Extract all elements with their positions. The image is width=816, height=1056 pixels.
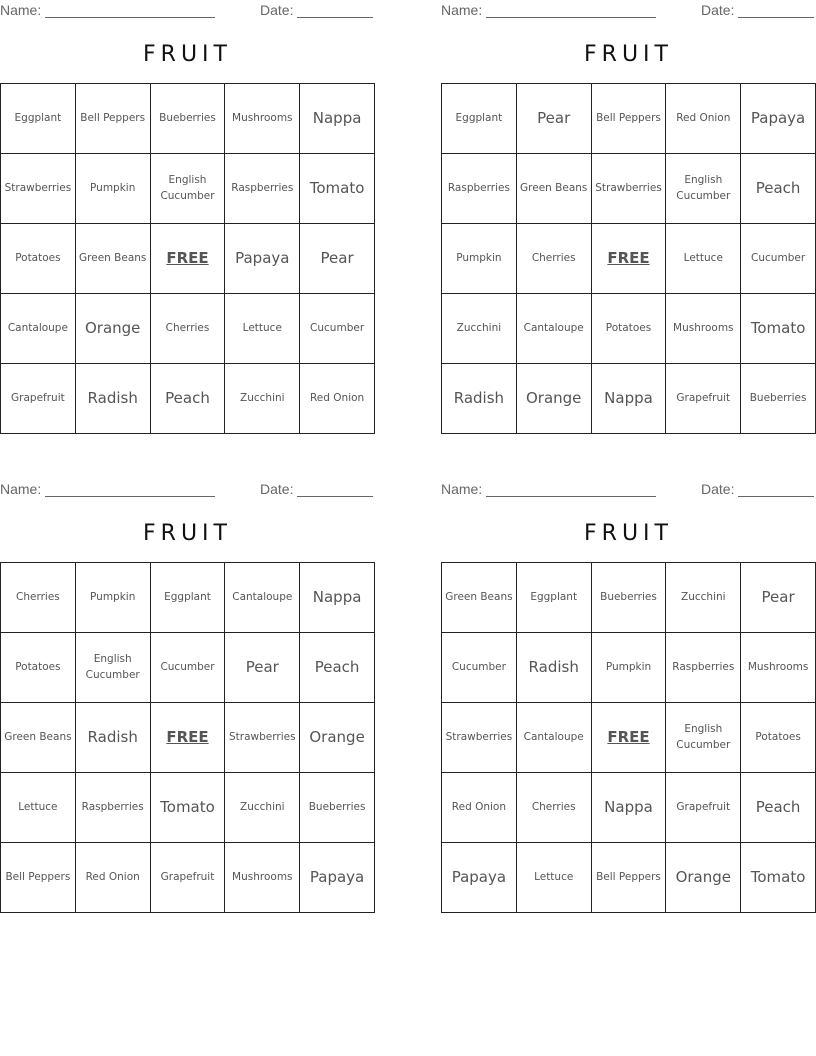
bingo-cell[interactable]: Papaya <box>300 843 375 913</box>
bingo-cell[interactable]: Nappa <box>300 563 375 633</box>
date-line <box>297 3 373 18</box>
bingo-cell[interactable]: Pear <box>741 563 816 633</box>
date-line <box>738 482 814 497</box>
bingo-cell[interactable]: Lettuce <box>225 294 300 364</box>
date-line <box>738 3 814 18</box>
bingo-cell[interactable]: Zucchini <box>442 294 517 364</box>
free-space[interactable]: FREE <box>151 703 226 773</box>
bingo-grid <box>441 83 816 434</box>
bingo-cell[interactable]: Green Beans <box>1 703 76 773</box>
name-label: Name: <box>0 481 42 497</box>
date-label: Date: <box>701 2 735 18</box>
bingo-cell[interactable]: Cherries <box>1 563 76 633</box>
bingo-cell[interactable]: Tomato <box>300 154 375 224</box>
bingo-cell[interactable]: Mushrooms <box>225 84 300 154</box>
bingo-cell[interactable]: Mushrooms <box>225 843 300 913</box>
bingo-cell[interactable]: Pumpkin <box>592 633 667 703</box>
bingo-cell[interactable]: Pumpkin <box>76 563 151 633</box>
bingo-cell[interactable]: Orange <box>517 364 592 434</box>
card-header <box>0 0 375 20</box>
card-title: FRUIT <box>143 521 232 546</box>
bingo-cell[interactable]: Cherries <box>517 773 592 843</box>
bingo-cell[interactable]: Bell Peppers <box>592 843 667 913</box>
card-title: FRUIT <box>584 42 673 67</box>
card-header <box>441 0 816 20</box>
bingo-grid <box>0 83 375 434</box>
bingo-cell[interactable]: Grapefruit <box>666 773 741 843</box>
bingo-cell[interactable]: Eggplant <box>442 84 517 154</box>
bingo-cell[interactable]: Cantaloupe <box>517 294 592 364</box>
bingo-cell[interactable]: Papaya <box>741 84 816 154</box>
bingo-cell[interactable]: Tomato <box>741 843 816 913</box>
bingo-cell[interactable]: Orange <box>76 294 151 364</box>
bingo-cell[interactable]: Raspberries <box>442 154 517 224</box>
date-field[interactable] <box>701 2 814 18</box>
bingo-cell[interactable]: Cantaloupe <box>517 703 592 773</box>
bingo-cell[interactable]: English Cucumber <box>666 154 741 224</box>
name-line <box>486 482 656 497</box>
bingo-cell[interactable]: Cherries <box>517 224 592 294</box>
name-line <box>45 3 215 18</box>
bingo-cell[interactable]: English Cucumber <box>666 703 741 773</box>
bingo-cell[interactable]: Bueberries <box>151 84 226 154</box>
name-line <box>486 3 656 18</box>
bingo-cell[interactable]: Bueberries <box>592 563 667 633</box>
bingo-cell[interactable]: Nappa <box>592 773 667 843</box>
bingo-cell[interactable]: Strawberries <box>592 154 667 224</box>
bingo-cell[interactable]: Pumpkin <box>76 154 151 224</box>
bingo-cell[interactable]: Lettuce <box>1 773 76 843</box>
date-field[interactable] <box>701 481 814 497</box>
bingo-cell[interactable]: Papaya <box>442 843 517 913</box>
bingo-cell[interactable]: Eggplant <box>517 563 592 633</box>
bingo-cell[interactable]: Pear <box>517 84 592 154</box>
bingo-cell[interactable]: Pear <box>300 224 375 294</box>
bingo-cell[interactable]: Pumpkin <box>442 224 517 294</box>
date-field[interactable] <box>260 481 373 497</box>
bingo-cell[interactable]: Grapefruit <box>151 843 226 913</box>
bingo-cell[interactable]: Red Onion <box>300 364 375 434</box>
date-label: Date: <box>260 2 294 18</box>
bingo-cell[interactable]: Raspberries <box>76 773 151 843</box>
bingo-cell[interactable]: Peach <box>741 773 816 843</box>
bingo-cell[interactable]: Papaya <box>225 224 300 294</box>
bingo-cell[interactable]: Radish <box>76 703 151 773</box>
name-field[interactable] <box>441 481 656 497</box>
bingo-cell[interactable]: Eggplant <box>1 84 76 154</box>
bingo-cell[interactable]: Zucchini <box>225 773 300 843</box>
bingo-cell[interactable]: Mushrooms <box>666 294 741 364</box>
bingo-cell[interactable]: Tomato <box>741 294 816 364</box>
free-space[interactable]: FREE <box>151 224 226 294</box>
bingo-cell[interactable]: Grapefruit <box>1 364 76 434</box>
bingo-cell[interactable]: Strawberries <box>225 703 300 773</box>
date-field[interactable] <box>260 2 373 18</box>
name-field[interactable] <box>0 481 215 497</box>
bingo-cell[interactable]: Orange <box>300 703 375 773</box>
bingo-cell[interactable]: Potatoes <box>741 703 816 773</box>
bingo-cell[interactable]: Zucchini <box>225 364 300 434</box>
bingo-cell[interactable]: Lettuce <box>666 224 741 294</box>
date-label: Date: <box>260 481 294 497</box>
bingo-cell[interactable]: Pear <box>225 633 300 703</box>
bingo-cell[interactable]: English Cucumber <box>151 154 226 224</box>
card-header <box>0 479 375 499</box>
bingo-cell[interactable]: Zucchini <box>666 563 741 633</box>
bingo-cell[interactable]: Green Beans <box>442 563 517 633</box>
card-title: FRUIT <box>584 521 673 546</box>
name-label: Name: <box>441 481 483 497</box>
bingo-grid <box>441 562 816 913</box>
free-space[interactable]: FREE <box>592 703 667 773</box>
name-field[interactable] <box>441 2 656 18</box>
bingo-cell[interactable]: Cherries <box>151 294 226 364</box>
bingo-cell[interactable]: Red Onion <box>666 84 741 154</box>
bingo-cell[interactable]: Eggplant <box>151 563 226 633</box>
bingo-cell[interactable]: Bell Peppers <box>76 84 151 154</box>
bingo-cell[interactable]: Bueberries <box>300 773 375 843</box>
bingo-cell[interactable]: Peach <box>151 364 226 434</box>
bingo-cell[interactable]: Orange <box>666 843 741 913</box>
bingo-cell[interactable]: Bell Peppers <box>1 843 76 913</box>
bingo-cell[interactable]: Grapefruit <box>666 364 741 434</box>
bingo-cell[interactable]: Strawberries <box>442 703 517 773</box>
bingo-cell[interactable]: Raspberries <box>225 154 300 224</box>
bingo-cell[interactable]: Green Beans <box>76 224 151 294</box>
bingo-cell[interactable]: Cantaloupe <box>225 563 300 633</box>
bingo-cell[interactable]: Red Onion <box>442 773 517 843</box>
bingo-cell[interactable]: English Cucumber <box>76 633 151 703</box>
bingo-cell[interactable]: Nappa <box>592 364 667 434</box>
bingo-cell[interactable]: Cantaloupe <box>1 294 76 364</box>
bingo-cell[interactable]: Peach <box>741 154 816 224</box>
bingo-cell[interactable]: Radish <box>517 633 592 703</box>
bingo-cell[interactable]: Cucumber <box>741 224 816 294</box>
bingo-cell[interactable]: Potatoes <box>1 224 76 294</box>
bingo-cell[interactable]: Lettuce <box>517 843 592 913</box>
name-label: Name: <box>0 2 42 18</box>
bingo-grid <box>0 562 375 913</box>
bingo-cell[interactable]: Bueberries <box>741 364 816 434</box>
bingo-cell[interactable]: Green Beans <box>517 154 592 224</box>
bingo-cell[interactable]: Red Onion <box>76 843 151 913</box>
bingo-cell[interactable]: Radish <box>76 364 151 434</box>
bingo-cell[interactable]: Potatoes <box>1 633 76 703</box>
name-label: Name: <box>441 2 483 18</box>
bingo-cell[interactable]: Mushrooms <box>741 633 816 703</box>
bingo-cell[interactable]: Raspberries <box>666 633 741 703</box>
bingo-cell[interactable]: Tomato <box>151 773 226 843</box>
bingo-cell[interactable]: Bell Peppers <box>592 84 667 154</box>
bingo-cell[interactable]: Cucumber <box>151 633 226 703</box>
name-field[interactable] <box>0 2 215 18</box>
bingo-cell[interactable]: Potatoes <box>592 294 667 364</box>
bingo-cell[interactable]: Nappa <box>300 84 375 154</box>
card-header <box>441 479 816 499</box>
name-line <box>45 482 215 497</box>
bingo-cell[interactable]: Radish <box>442 364 517 434</box>
bingo-cell[interactable]: Strawberries <box>1 154 76 224</box>
free-space[interactable]: FREE <box>592 224 667 294</box>
card-title: FRUIT <box>143 42 232 67</box>
date-line <box>297 482 373 497</box>
date-label: Date: <box>701 481 735 497</box>
bingo-cell[interactable]: Peach <box>300 633 375 703</box>
bingo-cell[interactable]: Cucumber <box>300 294 375 364</box>
bingo-cell[interactable]: Cucumber <box>442 633 517 703</box>
